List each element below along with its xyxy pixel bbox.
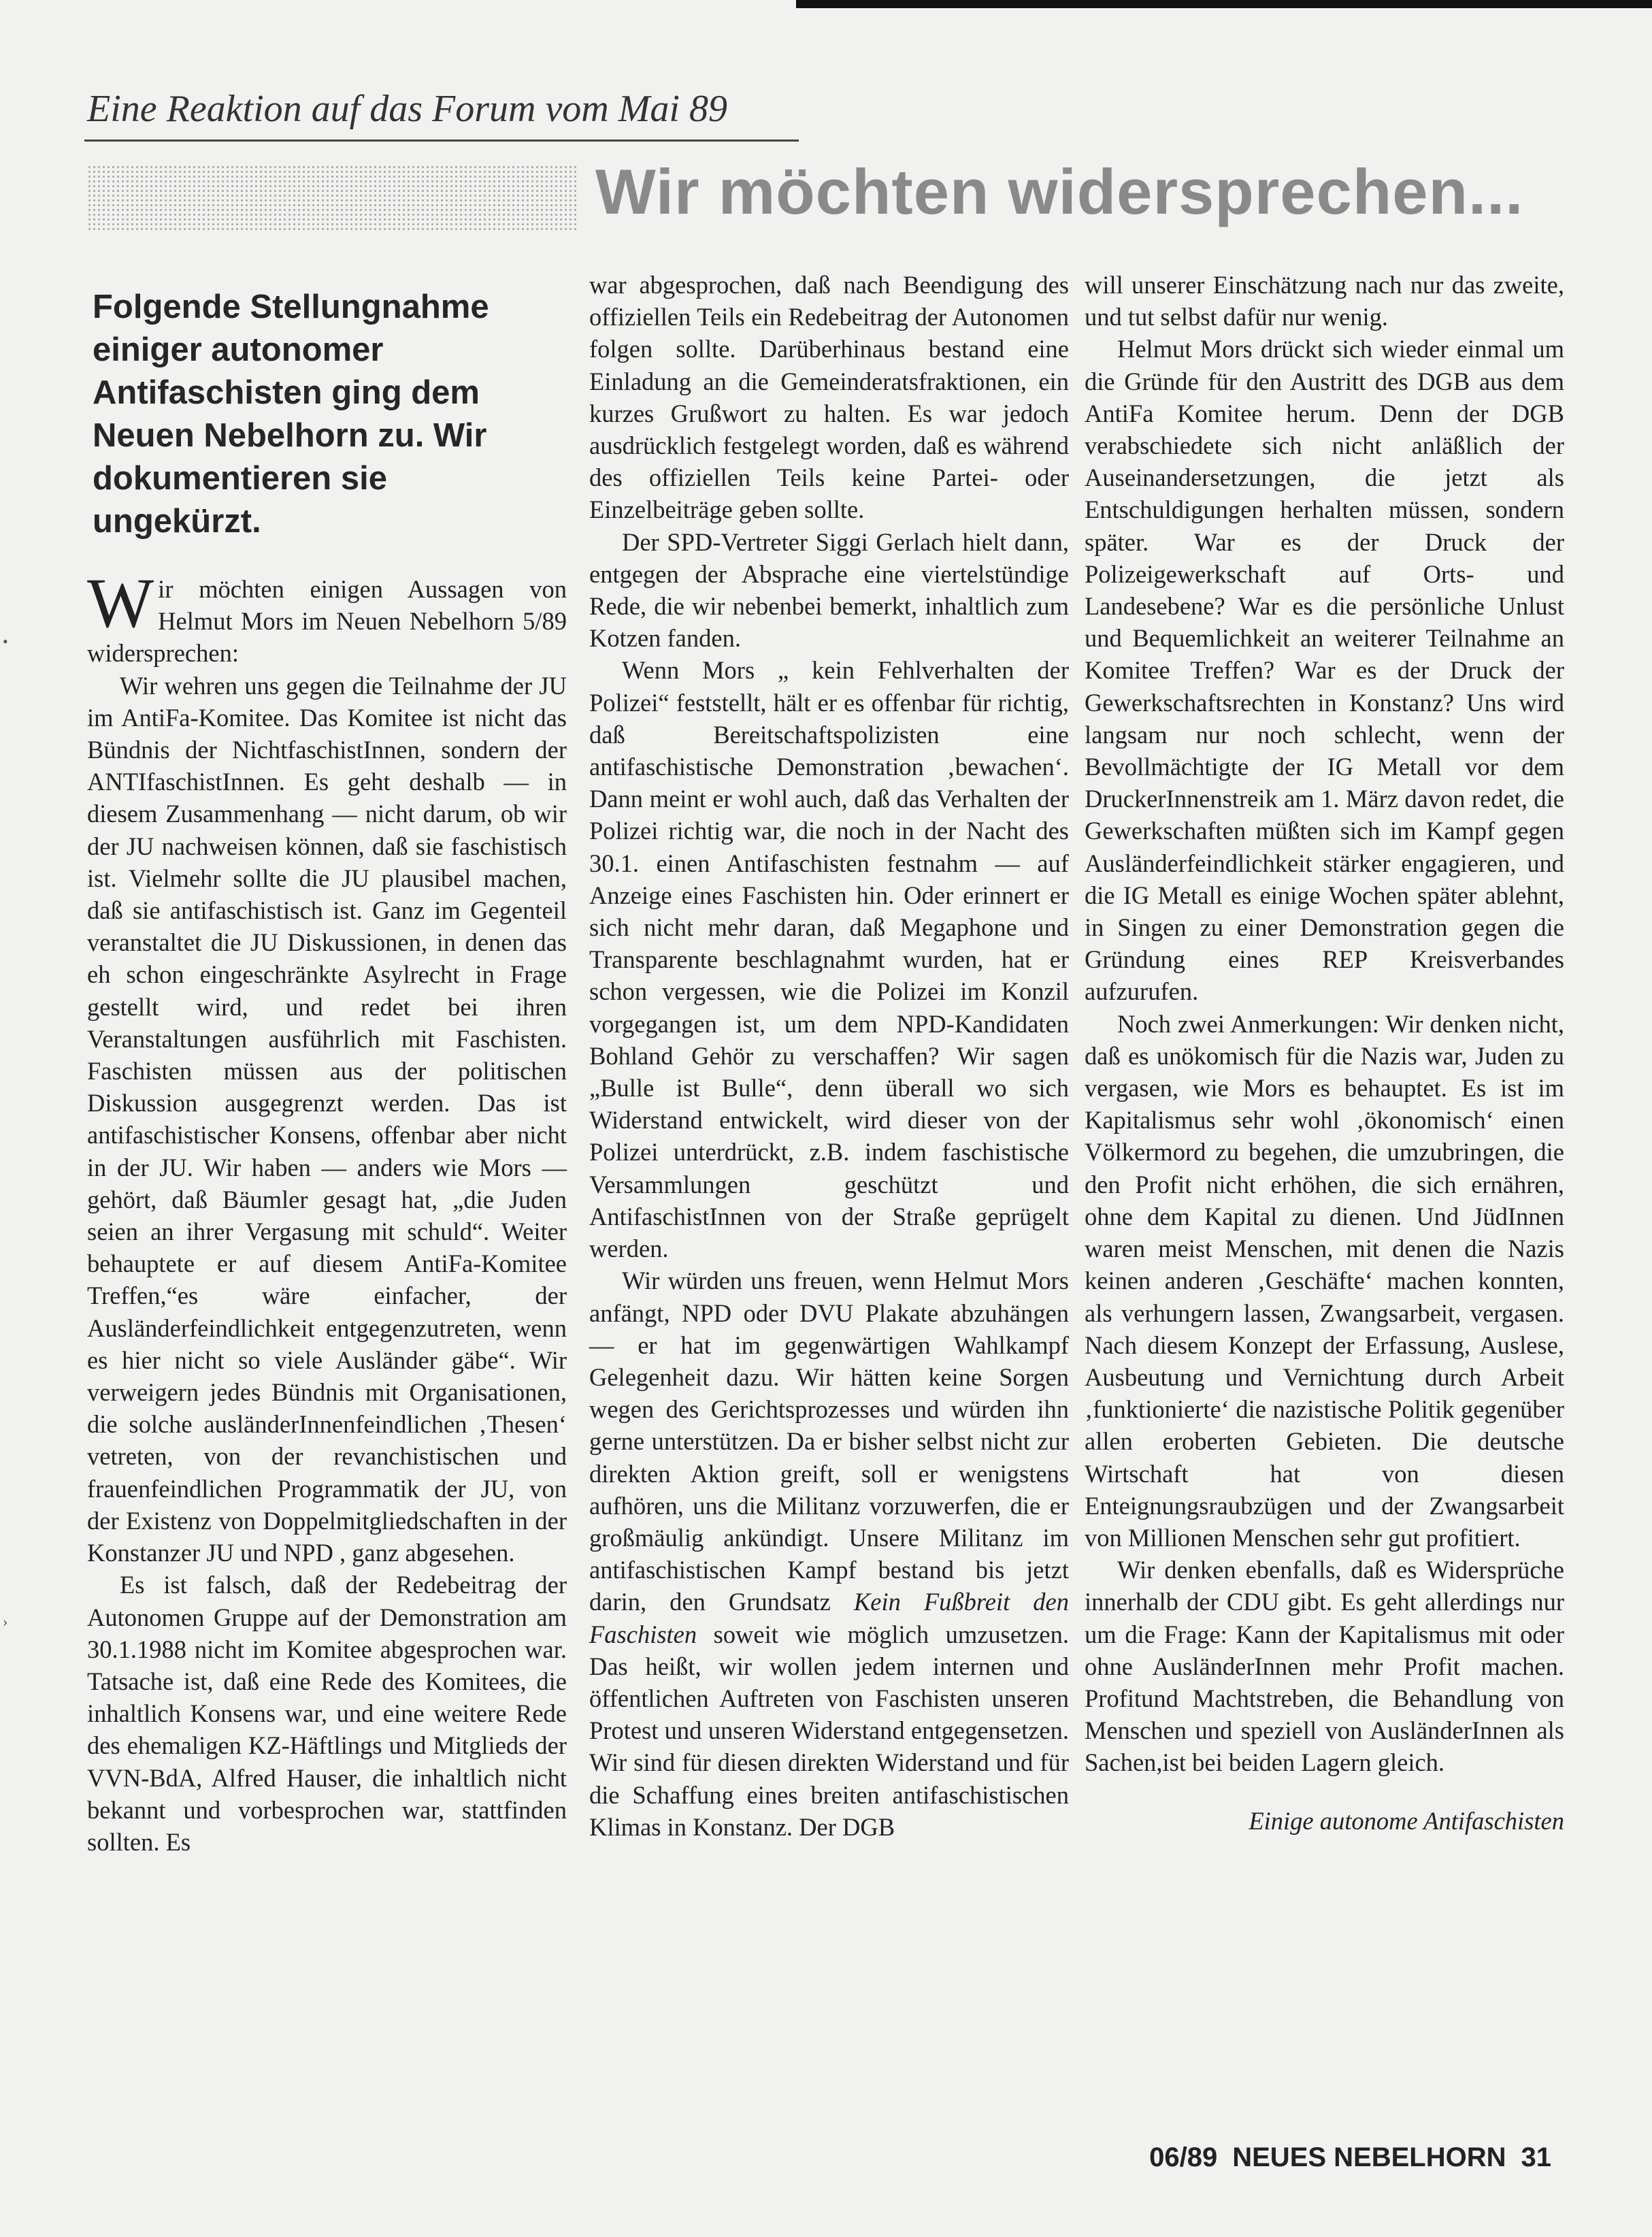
paragraph [589,1264,1069,1843]
kicker: Eine Reaktion auf das Forum vom Mai 89 [87,88,727,130]
paragraph-text: soweit wie möglich umzusetzen. Das heißt, wir wollen jedem internen und öffentlichen Auftreten von Faschisten unseren Protest und unseren Widerstand entgegensetzen. Wir sind für diesen direkten Widerstand und für die Schaffung eines breiten antifaschistischen Klimas in Konstanz. Der DGB [589,1620,1069,1841]
kicker-rule [84,140,799,142]
scan-mark: • [3,633,8,650]
column-1 [87,272,567,1858]
headline: Wir möchten widersprechen... [595,156,1524,227]
paragraph: Noch zwei Anmerkungen: Wir denken nicht, daß es unökomisch für die Nazis war, Juden zu vergasen, wie Mors es behauptet. Es ist im Kapitalismus sehr wohl ‚ökonomisch‘ einen Völkermord zu begehen, die umzubringen, die den Profit nicht erhöhen, die sich ernähren, ohne dem Kapital zu dienen. Und JüdInnen waren meist Menschen, mit denen die Nazis keinen anderen ‚Geschäfte‘ machen konnten, als verhungern lassen, Zwangsarbeit, vergasen. Nach diesem Konzept der Erfassung, Auslese, Ausbeutung und Vernichtung durch Arbeit ‚funktionierte‘ die nazistische Politik gegenüber allen eroberten Gebieten. Die deutsche Wirtschaft hat von diesen Enteignungsraubzügen und der Zwangsarbeit von Millionen Menschen sehr gut profitiert. [1085,1009,1564,1552]
column-3-text [1085,269,1564,1779]
paragraph: Es ist falsch, daß der Redebeitrag der Autonomen Gruppe auf der Demonstration am 30.1.1988 nicht im Komitee abgesprochen war. Tatsache ist, daß eine Rede des Komitees, die inhaltlich Konsens war, und eine weitere Rede des ehemaligen KZ-Häftlings und Mitglieds der VVN-BdA, Alfred Hauser, die inhaltlich nicht bekannt und vorbesprochen war, stattfinden sollten. Es [87,1571,567,1856]
column-1-text [87,564,567,1858]
magazine-name: NEUES NEBELHORN [1232,2142,1506,2172]
signature: Einige autonome Antifaschisten [1249,1806,1564,1835]
headline-hatch-decoration [87,165,577,230]
italic-motto: Kein Fußbreit den Faschisten [589,1588,1069,1648]
column-2 [589,269,1069,1843]
paragraph: Der SPD-Vertreter Siggi Gerlach hielt dann, entgegen der Absprache eine viertelstündige Rede, die wir nebenbei bemerkt, inhaltlich zum Kotzen fanden. [589,527,1069,653]
paragraph: Helmut Mors drückt sich wieder einmal um die Gründe für den Austritt des DGB aus dem AntiFa Komitee herum. Denn der DGB verabschiedete sich nicht anläßlich der Auseinandersetzungen, die jetzt als Entschuldigungen herhalten müssen, sondern später. War es der Druck der Polizeigewerkschaft auf Orts- und Landesebene? War es die persönliche Unlust und Bequemlichkeit an weiterer Teilnahme an Komitee Treffen? War es der Druck der Gewerkschaftsrechten in Konstanz? Uns wird langsam nur noch schlecht, wenn der Bevollmächtigte der IG Metall vor dem DruckerInnenstreik am 1. März davon redet, die Gewerkschaften müßten sich im Kampf gegen Ausländerfeindlichkeit stärker engagieren, und die IG Metall es einige Wochen später ablehnt, in Singen zu einer Demonstration gegen die Gründung eines REP Kreisverbandes aufzurufen. [1085,335,1564,1006]
paragraph: Wir denken ebenfalls, daß es Widersprüche innerhalb der CDU gibt. Es geht allerdings nur um die Frage: Kann der Kapitalismus mit oder ohne AusländerInnen mehr Profit machen. Profitund Machtstreben, die Behandlung von Menschen und speziell von AusländerInnen als Sachen,ist bei beiden Lagern gleich. [1085,1556,1564,1777]
paragraph: will unserer Einschätzung nach nur das zweite, und tut selbst dafür nur wenig. [1085,271,1564,331]
issue-number: 06/89 [1149,2142,1218,2172]
paragraph: war abgesprochen, daß nach Beendigung des offiziellen Teils ein Redebeitrag der Autonomen folgen sollte. Darüberhinaus bestand eine Einladung an die Gemeinderatsfraktionen, ein kurzes Grußwort zu halten. Es war jedoch ausdrücklich festgelegt worden, daß es während des offiziellen Teils keine Partei- oder Einzelbeiträge geben sollte. [589,271,1069,524]
page-footer [1109,2142,1551,2173]
paragraph-text: Wir würden uns freuen, wenn Helmut Mors anfängt, NPD oder DVU Plakate abzuhängen — er hat im gegenwärtigen Wahlkampf Gelegenheit dazu. Wir hätten keine Sorgen wegen des Gerichtsprozesses und würden ihn gerne unterstützen. Da er bisher selbst nicht zur direkten Aktion greift, soll er wenigstens aufhören, uns die Militanz vorzuwerfen, die er großmäulig ankündigt. Unsere Militanz im antifaschistischen Kampf bestand bis jetzt darin, den Grundsatz [589,1267,1069,1616]
paragraph [87,564,567,670]
paragraph: Wir wehren uns gegen die Teilnahme der JU im AntiFa-Komitee. Das Komitee ist nicht das Bündnis der NichtfaschistInnen, sondern der ANTIfaschistInnen. Es geht deshalb — in diesem Zusammenhang — nicht darum, ob wir der JU nachweisen können, daß sie faschistisch ist. Vielmehr sollte die JU plausibel machen, daß sie antifaschistisch ist. Ganz im Gegenteil veranstaltet die JU Diskussionen, in denen das eh schon eingeschränkte Asylrecht in Frage gestellt wird, und redet bei ihren Veranstaltungen ausführlich mit Faschisten. Faschisten müssen aus der politischen Diskussion ausgegrenzt werden. Das ist antifaschistischer Konsens, offenbar aber nicht in der JU. Wir haben — anders wie Mors — gehört, daß Bäumler gesagt hat, „die Juden seien an ihrer Vergasung mit schuld“. Weiter behauptete er auf diesem AntiFa-Komitee Treffen,“es wäre einfacher, der Ausländerfeindlichkeit entgegenzutreten, wenn es hier nicht so viele Ausländer gäbe“. Wir verweigern jedes Bündnis mit Organisationen, die solche ausländerInnenfeindlichen ‚Thesen‘ vetreten, von der revanchistischen und frauenfeindlichen Programmatik der JU, von der Existenz von Doppelmitgliedschaften in der Konstanzer JU und NPD , ganz abgesehen. [87,671,567,1567]
column-2-text [589,269,1069,1843]
paragraph-text: ir möchten einigen Aussagen von Helmut Mors im Neuen Nebelhorn 5/89 widersprechen: [87,575,567,668]
scan-edge-strip [796,0,1652,8]
scan-mark: › [3,1613,8,1630]
paragraph: Wenn Mors „ kein Fehlverhalten der Polizei“ feststellt, hält er es offenbar für richtig, daß Bereitschaftspolizisten eine antifaschistische Demonstration ‚bewachen‘. Dann meint er wohl auch, daß das Verhalten der Polizei richtig war, die noch in der Nacht des 30.1. einen Antifaschisten festnahm — auf Anzeige eines Faschisten hin. Oder erinnert er sich nicht mehr daran, daß Megaphone und Transparente beschlagnahmt wurden, hat er schon vergessen, wie die Polizei im Konzil vorgegangen ist, um dem NPD-Kandidaten Bohland Gehör zu verschaffen? Wir sagen „Bulle ist Bulle“, denn überall wo sich Widerstand entwickelt, wird dieser von der Polizei unterdrückt, z.B. indem faschistische Versammlungen geschützt und AntifaschistInnen von der Straße geprügelt werden. [589,656,1069,1263]
column-3 [1085,269,1564,1837]
dropcap: W [87,564,154,642]
lede: Folgende Stellungnahme einiger autonomer Antifaschisten ging dem Neuen Nebelhorn zu. Wir dokumentieren sie ungekürzt. [93,289,489,540]
page-number: 31 [1521,2142,1551,2172]
